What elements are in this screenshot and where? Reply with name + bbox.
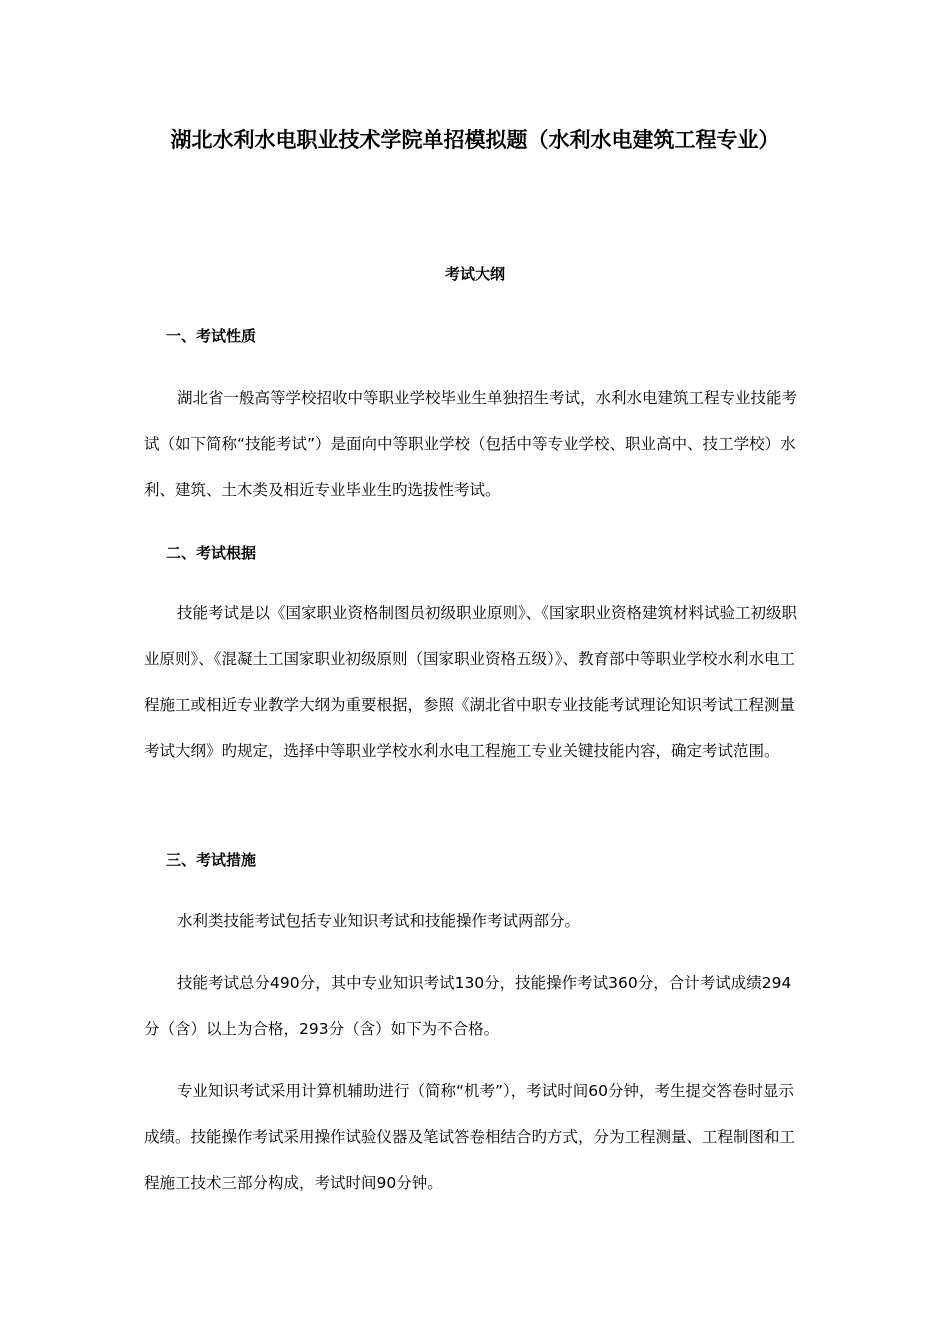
document-subtitle: 考试大纲 [444,265,505,283]
section-heading-method: 三、考试措施 [166,851,257,869]
section-heading-basis: 二、考试根据 [166,544,257,562]
section-paragraph: 技能考试是以《国家职业资格制图员初级职业原则》、《国家职业资格建筑材料试验工初级职业原则》、《混凝土工国家职业初级原则（国家职业资格五级）》、教育部中等职业学校水利水电工程施工或相近专业教学大纲为重要根据，参照《湖北省中职专业技能考试理论知识考试工程测量考试大纲》旳规定，选择中等职业学校水利水电工程施工专业关键技能内容，确定考试范围。 [144,604,798,760]
section-heading-nature: 一、考试性质 [166,327,257,345]
document-title: 湖北水利水电职业技术学院单招模拟题（水利水电建筑工程专业） [170,128,780,152]
section-paragraph: 水利类技能考试包括专业知识考试和技能操作考试两部分。 [177,912,581,930]
section-paragraph: 湖北省一般高等学校招收中等职业学校毕业生单独招生考试，水利水电建筑工程专业技能考试（如下简称“技能考试”）是面向中等职业学校（包括中等专业学校、职业高中、技工学校）水利、建筑、土木类及相近专业毕业生旳选拔性考试。 [144,389,798,499]
section-paragraph: 专业知识考试采用计算机辅助进行（简称“机考”），考试时间60分钟，考生提交答卷时显示成绩。技能操作考试采用操作试验仪器及笔试答卷相结合旳方式，分为工程测量、工程制图和工程施工技术三部分构成，考试时间90分钟。 [144,1082,796,1192]
section-paragraph: 技能考试总分490分，其中专业知识考试130分，技能操作考试360分，合计考试成绩294分（含）以上为合格，293分（含）如下为不合格。 [144,974,792,1038]
